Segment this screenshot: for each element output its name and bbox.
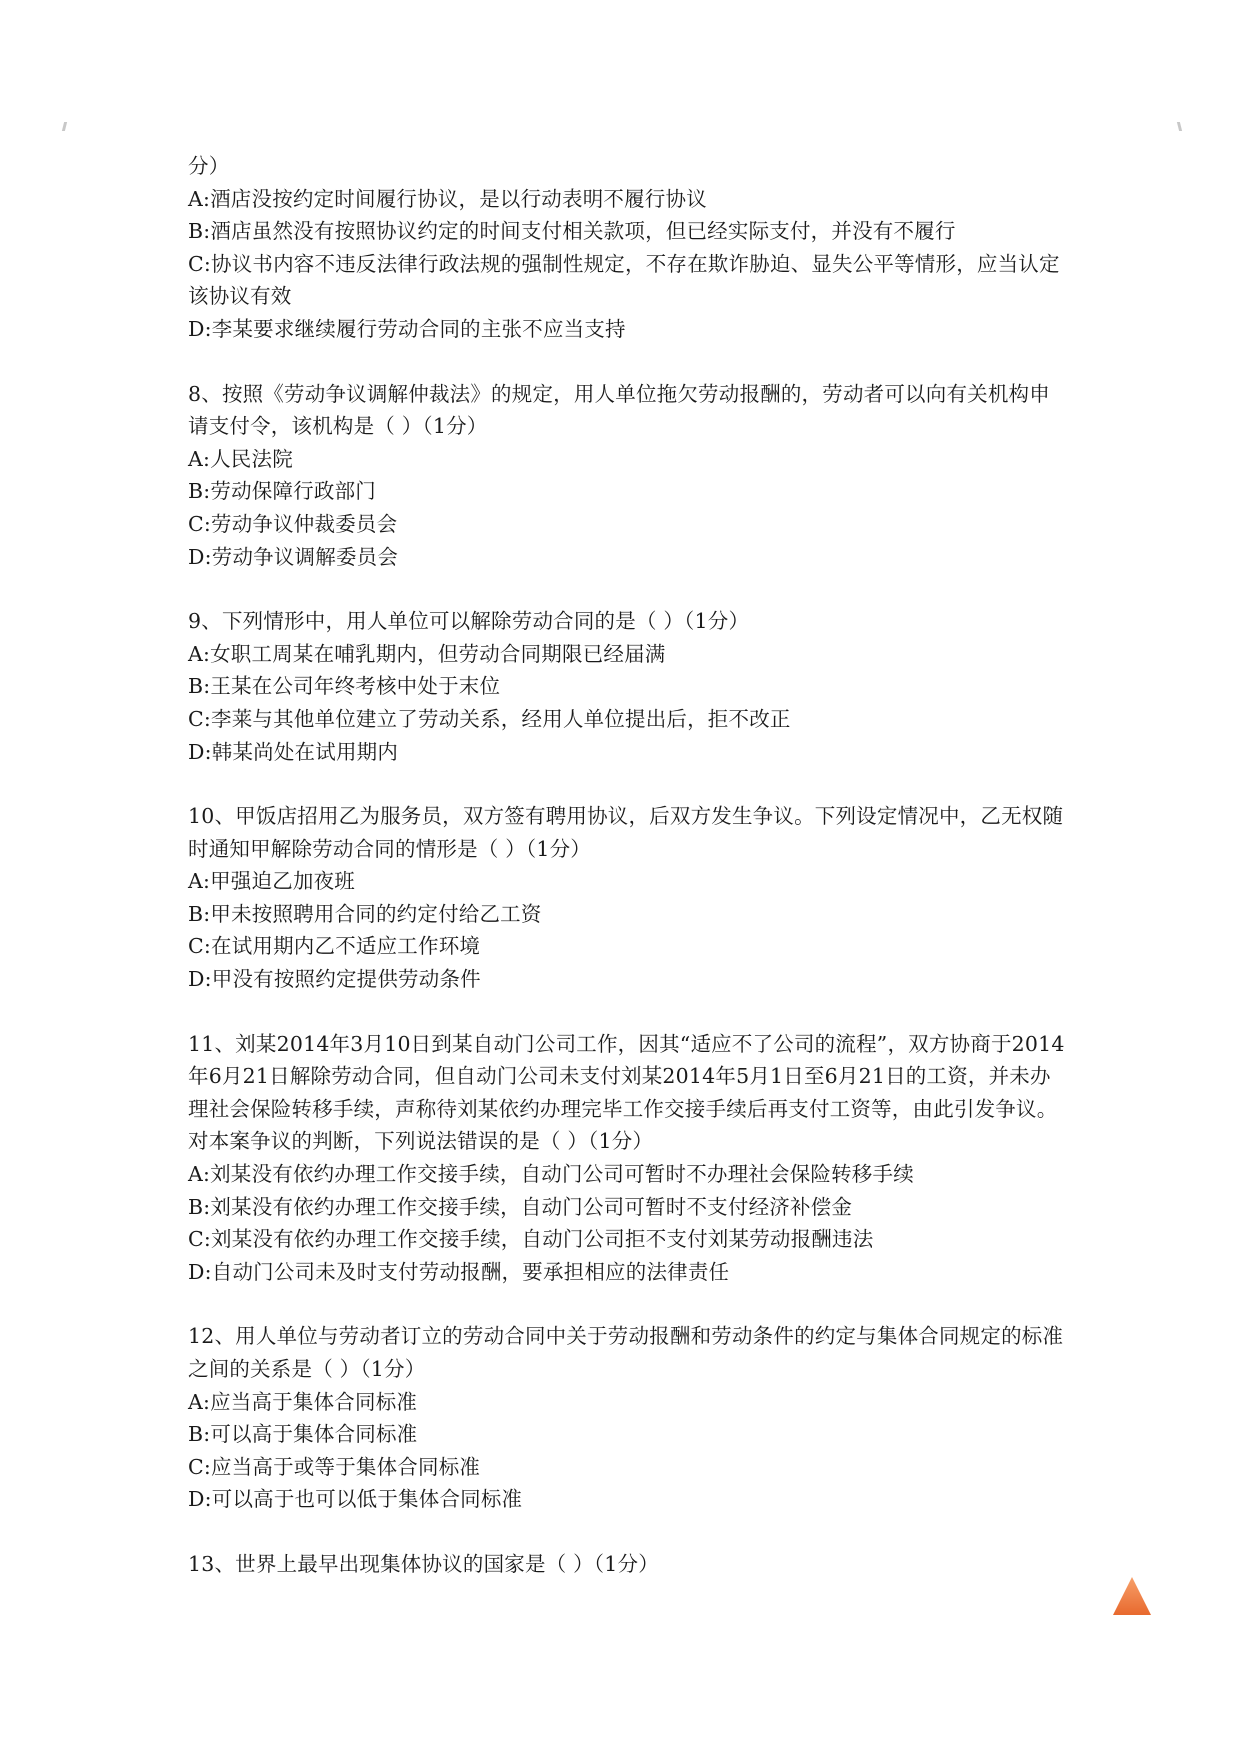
option-b: B:刘某没有依约办理工作交接手续，自动门公司可暂时不支付经济补偿金 [188, 1194, 853, 1219]
option-c: C:刘某没有依约办理工作交接手续，自动门公司拒不支付刘某劳动报酬违法 [188, 1227, 874, 1252]
option-c: C:协议书内容不违反法律行政法规的强制性规定，不存在欺诈胁迫、显失公平等情形，应当认定该协议有效 [188, 251, 1060, 309]
option-a: A:人民法院 [188, 446, 293, 471]
option-d: D:可以高于也可以低于集体合同标准 [188, 1487, 523, 1512]
option-b: B:可以高于集体合同标准 [188, 1422, 418, 1447]
option-b: B:甲未按照聘用合同的约定付给乙工资 [188, 901, 542, 926]
option-c: C:在试用期内乙不适应工作环境 [188, 934, 481, 959]
option-d: D:李某要求继续履行劳动合同的主张不应当支持 [188, 316, 626, 341]
option-b: B:劳动保障行政部门 [188, 479, 376, 504]
option-a: A:酒店没按约定时间履行协议，是以行动表明不履行协议 [188, 186, 707, 211]
question-item [188, 605, 1068, 768]
question-stem: 13、世界上最早出现集体协议的国家是（ ）（1分） [188, 1551, 659, 1576]
question-item [188, 150, 1068, 346]
question-item [188, 1028, 1068, 1289]
option-a: A:刘某没有依约办理工作交接手续，自动门公司可暂时不办理社会保险转移手续 [188, 1162, 914, 1187]
question-stem: 分） [188, 154, 230, 178]
question-stem: 8、按照《劳动争议调解仲裁法》的规定，用人单位拖欠劳动报酬的，劳动者可以向有关机构申请支付令，该机构是（ ）（1分） [188, 381, 1050, 439]
option-b: B:酒店虽然没有按照协议约定的时间支付相关款项，但已经实际支付，并没有不履行 [188, 219, 956, 244]
question-stem: 10、甲饭店招用乙为服务员，双方签有聘用协议，后双方发生争议。下列设定情况中，乙无权随时通知甲解除劳动合同的情形是（ ）（1分） [188, 804, 1064, 861]
option-d: D:甲没有按照约定提供劳动条件 [188, 967, 481, 992]
corner-mark-left [62, 122, 67, 131]
question-list [188, 150, 1068, 1581]
question-item [188, 1548, 1068, 1581]
option-b: B:王某在公司年终考核中处于末位 [188, 674, 501, 699]
option-c: C:应当高于或等于集体合同标准 [188, 1454, 481, 1479]
option-a: A:甲强迫乙加夜班 [188, 869, 356, 894]
question-stem: 12、用人单位与劳动者订立的劳动合同中关于劳动报酬和劳动条件的约定与集体合同规定的标准之间的关系是（ ）（1分） [188, 1324, 1064, 1381]
corner-mark-right [1177, 122, 1182, 131]
option-a: A:应当高于集体合同标准 [188, 1389, 418, 1414]
question-item [188, 1320, 1068, 1516]
question-stem: 11、刘某2014年3月10日到某自动门公司工作，因其“适应不了公司的流程”，双方协商于2014年6月21日解除劳动合同，但自动门公司未支付刘某2014年5月1日至6月21日的工资，并未办理社会保险转移手续，声称待刘某依约办理完毕工作交接手续后再支付工资等，由此引发争议。对本案争议的判断，下列说法错误的是（ ）（1分） [188, 1031, 1065, 1154]
question-item [188, 800, 1068, 996]
option-d: D:自动门公司未及时支付劳动报酬，要承担相应的法律责任 [188, 1259, 730, 1284]
option-c: C:李莱与其他单位建立了劳动关系，经用人单位提出后，拒不改正 [188, 706, 791, 731]
option-a: A:女职工周某在哺乳期内，但劳动合同期限已经届满 [188, 641, 666, 666]
question-stem: 9、下列情形中，用人单位可以解除劳动合同的是（ ）（1分） [188, 609, 750, 634]
question-item [188, 378, 1068, 574]
option-d: D:韩某尚处在试用期内 [188, 739, 399, 764]
orange-triangle-icon [1112, 1576, 1152, 1616]
option-c: C:劳动争议仲裁委员会 [188, 511, 398, 536]
option-d: D:劳动争议调解委员会 [188, 544, 399, 569]
